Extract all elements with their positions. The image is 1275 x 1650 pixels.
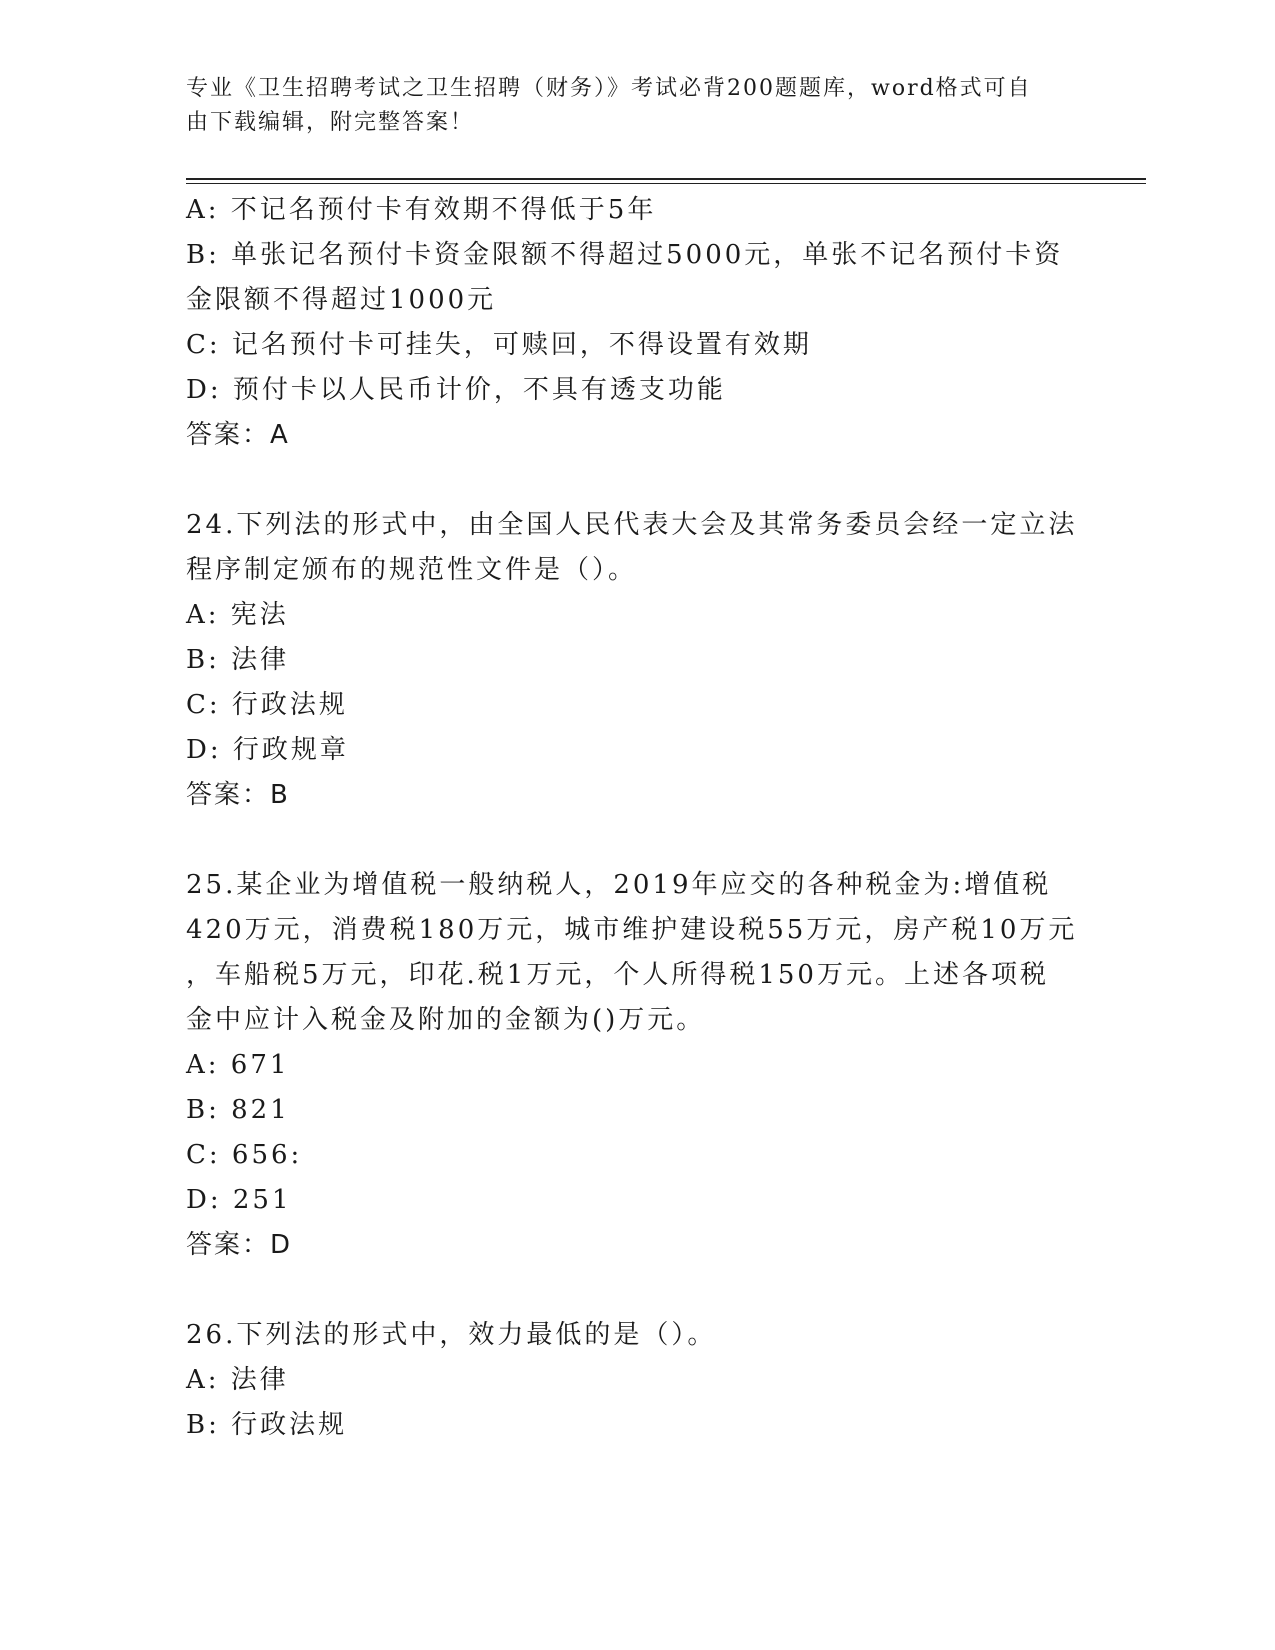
- question-25: [186, 863, 1086, 1268]
- spacer: [186, 818, 1086, 863]
- option-b: B: 单张记名预付卡资金限额不得超过5000元，单张不记名预付卡资: [186, 240, 1064, 270]
- question-stem: ，车船税5万元，印花.税1万元，个人所得税150万元。上述各项税: [186, 960, 1049, 990]
- spacer: [186, 1268, 1086, 1313]
- question-stem: 24.下列法的形式中，由全国人民代表大会及其常务委员会经一定立法: [186, 510, 1078, 540]
- option-c: C: 行政法规: [186, 690, 348, 720]
- answer-line: 答案：B: [186, 780, 290, 810]
- option-c: C: 记名预付卡可挂失，可赎回，不得设置有效期: [186, 330, 812, 360]
- option-a: A: 宪法: [186, 600, 289, 630]
- option-b: B: 行政法规: [186, 1410, 348, 1440]
- question-stem: 金中应计入税金及附加的金额为()万元。: [186, 1005, 706, 1035]
- spacer: [186, 458, 1086, 503]
- question-24: [186, 503, 1086, 818]
- question-stem: 程序制定颁布的规范性文件是（）。: [186, 555, 638, 585]
- document-body: [186, 188, 1086, 1448]
- question-stem: 420万元，消费税180万元，城市维护建设税55万元，房产税10万元: [186, 915, 1078, 945]
- option-b: B: 821: [186, 1095, 290, 1125]
- option-c: C: 656:: [186, 1140, 303, 1170]
- option-a: A: 法律: [186, 1365, 289, 1395]
- answer-line: 答案：D: [186, 1230, 293, 1260]
- header-line-2: 由下载编辑，附完整答案！: [186, 110, 475, 135]
- option-b-continued: 金限额不得超过1000元: [186, 285, 497, 315]
- question-stem: 26.下列法的形式中，效力最低的是（）。: [186, 1320, 717, 1350]
- option-d: D: 251: [186, 1185, 292, 1215]
- answer-line: 答案：A: [186, 420, 290, 450]
- option-a: A: 不记名预付卡有效期不得低于5年: [186, 195, 657, 225]
- document-header: [186, 72, 1066, 140]
- option-d: D: 行政规章: [186, 735, 349, 765]
- header-line-1: 专业《卫生招聘考试之卫生招聘（财务）》考试必背200题题库，word格式可自: [186, 76, 1032, 101]
- question-23-continued: [186, 188, 1086, 458]
- option-a: A: 671: [186, 1050, 290, 1080]
- header-rule-thick: [186, 178, 1146, 180]
- option-d: D: 预付卡以人民币计价，不具有透支功能: [186, 375, 726, 405]
- question-stem: 25.某企业为增值税一般纳税人，2019年应交的各种税金为:增值税: [186, 870, 1052, 900]
- question-26: [186, 1313, 1086, 1448]
- header-rule-thin: [186, 183, 1146, 184]
- option-b: B: 法律: [186, 645, 290, 675]
